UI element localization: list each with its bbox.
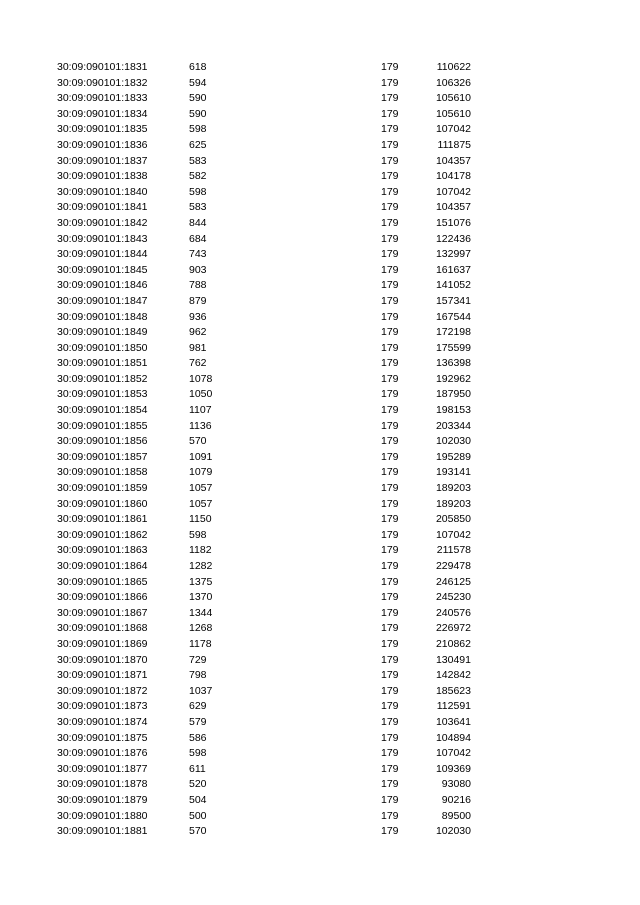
cadastral-number-cell: 30:09:090101:1869 bbox=[57, 637, 148, 650]
table-row bbox=[0, 154, 640, 170]
cadastral-number-cell: 30:09:090101:1849 bbox=[57, 326, 148, 339]
value-cell: 105610 bbox=[435, 107, 471, 120]
value-cell: 161637 bbox=[435, 263, 471, 276]
cadastral-number-cell: 30:09:090101:1867 bbox=[57, 606, 148, 619]
cadastral-number-cell: 30:09:090101:1848 bbox=[57, 310, 148, 323]
cadastral-number-cell: 30:09:090101:1871 bbox=[57, 669, 148, 682]
value-cell: 104357 bbox=[435, 201, 471, 214]
area-cell: 570 bbox=[189, 825, 207, 838]
value-cell: 107042 bbox=[435, 185, 471, 198]
area-cell: 1078 bbox=[189, 372, 213, 385]
cadastral-number-cell: 30:09:090101:1856 bbox=[57, 435, 148, 448]
cadastral-number-cell: 30:09:090101:1847 bbox=[57, 294, 148, 307]
code-cell: 179 bbox=[381, 762, 399, 775]
table-row bbox=[0, 169, 640, 185]
code-cell: 179 bbox=[381, 138, 399, 151]
code-cell: 179 bbox=[381, 731, 399, 744]
cadastral-number-cell: 30:09:090101:1862 bbox=[57, 528, 148, 541]
cadastral-number-cell: 30:09:090101:1875 bbox=[57, 731, 148, 744]
area-cell: 520 bbox=[189, 778, 207, 791]
cadastral-number-cell: 30:09:090101:1880 bbox=[57, 809, 148, 822]
cadastral-number-cell: 30:09:090101:1860 bbox=[57, 497, 148, 510]
value-cell: 132997 bbox=[435, 248, 471, 261]
value-cell: 90216 bbox=[441, 793, 471, 806]
table-row bbox=[0, 465, 640, 481]
area-cell: 1182 bbox=[189, 544, 212, 557]
table-row bbox=[0, 185, 640, 201]
value-cell: 105610 bbox=[435, 92, 471, 105]
table-row bbox=[0, 450, 640, 466]
value-cell: 136398 bbox=[435, 357, 471, 370]
area-cell: 504 bbox=[189, 793, 207, 806]
cadastral-number-cell: 30:09:090101:1881 bbox=[57, 825, 148, 838]
code-cell: 179 bbox=[381, 404, 399, 417]
code-cell: 179 bbox=[381, 591, 399, 604]
code-cell: 179 bbox=[381, 528, 399, 541]
value-cell: 226972 bbox=[435, 622, 471, 635]
table-row bbox=[0, 419, 640, 435]
area-cell: 1150 bbox=[189, 513, 212, 526]
area-cell: 981 bbox=[189, 341, 207, 354]
table-row bbox=[0, 232, 640, 248]
value-cell: 189203 bbox=[435, 482, 471, 495]
value-cell: 172198 bbox=[435, 326, 471, 339]
table-row bbox=[0, 559, 640, 575]
code-cell: 179 bbox=[381, 544, 399, 557]
code-cell: 179 bbox=[381, 248, 399, 261]
code-cell: 179 bbox=[381, 326, 399, 339]
table-row bbox=[0, 60, 640, 76]
value-cell: 104178 bbox=[435, 170, 471, 183]
area-cell: 1057 bbox=[189, 497, 213, 510]
cadastral-number-cell: 30:09:090101:1858 bbox=[57, 466, 148, 479]
value-cell: 229478 bbox=[435, 560, 471, 572]
cadastral-number-cell: 30:09:090101:1853 bbox=[57, 388, 148, 401]
cadastral-number-cell: 30:09:090101:1879 bbox=[57, 793, 148, 806]
value-cell: 157341 bbox=[435, 294, 471, 307]
value-cell: 109369 bbox=[435, 762, 471, 775]
cadastral-number-cell: 30:09:090101:1878 bbox=[57, 778, 148, 791]
code-cell: 179 bbox=[381, 669, 399, 682]
area-cell: 590 bbox=[189, 107, 207, 120]
value-cell: 195289 bbox=[435, 450, 471, 463]
cadastral-number-cell: 30:09:090101:1877 bbox=[57, 762, 148, 775]
value-cell: 167544 bbox=[435, 310, 471, 323]
area-cell: 570 bbox=[189, 435, 207, 448]
area-cell: 903 bbox=[189, 263, 207, 276]
code-cell: 179 bbox=[381, 279, 399, 292]
code-cell: 179 bbox=[381, 76, 399, 89]
code-cell: 179 bbox=[381, 435, 399, 448]
table-row bbox=[0, 762, 640, 778]
value-cell: 102030 bbox=[435, 825, 471, 838]
value-cell: 112591 bbox=[436, 700, 471, 713]
table-row bbox=[0, 793, 640, 809]
code-cell: 179 bbox=[381, 715, 399, 728]
table-row bbox=[0, 434, 640, 450]
table-row bbox=[0, 575, 640, 591]
value-cell: 107042 bbox=[435, 528, 471, 541]
area-cell: 586 bbox=[189, 731, 207, 744]
code-cell: 179 bbox=[381, 123, 399, 136]
table-row bbox=[0, 528, 640, 544]
value-cell: 151076 bbox=[435, 216, 471, 229]
cadastral-number-cell: 30:09:090101:1844 bbox=[57, 248, 148, 261]
cadastral-number-cell: 30:09:090101:1832 bbox=[57, 76, 148, 89]
cadastral-number-cell: 30:09:090101:1863 bbox=[57, 544, 148, 557]
value-cell: 187950 bbox=[435, 388, 471, 401]
code-cell: 179 bbox=[381, 294, 399, 307]
table-row bbox=[0, 403, 640, 419]
table-row bbox=[0, 684, 640, 700]
code-cell: 179 bbox=[381, 310, 399, 323]
area-cell: 598 bbox=[189, 528, 207, 541]
code-cell: 179 bbox=[381, 450, 399, 463]
cadastral-number-cell: 30:09:090101:1864 bbox=[57, 560, 148, 572]
table-row bbox=[0, 715, 640, 731]
table-row bbox=[0, 746, 640, 762]
table-row bbox=[0, 216, 640, 232]
area-cell: 583 bbox=[189, 201, 207, 214]
value-cell: 193141 bbox=[435, 466, 471, 479]
code-cell: 179 bbox=[381, 185, 399, 198]
value-cell: 198153 bbox=[435, 404, 471, 417]
table-row bbox=[0, 247, 640, 263]
code-cell: 179 bbox=[381, 357, 399, 370]
area-cell: 625 bbox=[189, 138, 207, 151]
area-cell: 598 bbox=[189, 185, 207, 198]
code-cell: 179 bbox=[381, 497, 399, 510]
area-cell: 1375 bbox=[189, 575, 213, 588]
table-row bbox=[0, 824, 640, 840]
area-cell: 594 bbox=[189, 76, 207, 89]
area-cell: 1079 bbox=[189, 466, 213, 479]
table-row bbox=[0, 606, 640, 622]
area-cell: 962 bbox=[189, 326, 207, 339]
cadastral-number-cell: 30:09:090101:1870 bbox=[57, 653, 148, 666]
table-row bbox=[0, 621, 640, 637]
cadastral-number-cell: 30:09:090101:1872 bbox=[57, 684, 148, 697]
value-cell: 93080 bbox=[441, 778, 471, 791]
table-row bbox=[0, 263, 640, 279]
code-cell: 179 bbox=[381, 575, 399, 588]
code-cell: 179 bbox=[381, 778, 399, 791]
area-cell: 1091 bbox=[189, 450, 213, 463]
cadastral-number-cell: 30:09:090101:1855 bbox=[57, 419, 148, 432]
table-row bbox=[0, 590, 640, 606]
code-cell: 179 bbox=[381, 263, 399, 276]
table-row bbox=[0, 278, 640, 294]
value-cell: 103641 bbox=[435, 715, 471, 728]
table-row bbox=[0, 543, 640, 559]
area-cell: 1370 bbox=[189, 591, 213, 604]
area-cell: 629 bbox=[189, 700, 207, 713]
code-cell: 179 bbox=[381, 388, 399, 401]
table-row bbox=[0, 637, 640, 653]
value-cell: 89500 bbox=[441, 809, 471, 822]
area-cell: 579 bbox=[189, 715, 207, 728]
area-cell: 590 bbox=[189, 92, 207, 105]
table-row bbox=[0, 294, 640, 310]
code-cell: 179 bbox=[381, 61, 399, 73]
value-cell: 240576 bbox=[435, 606, 471, 619]
code-cell: 179 bbox=[381, 622, 399, 635]
code-cell: 179 bbox=[381, 341, 399, 354]
code-cell: 179 bbox=[381, 637, 399, 650]
code-cell: 179 bbox=[381, 201, 399, 214]
table-row bbox=[0, 699, 640, 715]
area-cell: 743 bbox=[189, 248, 207, 261]
code-cell: 179 bbox=[381, 232, 399, 245]
area-cell: 1268 bbox=[189, 622, 213, 635]
value-cell: 185623 bbox=[435, 684, 471, 697]
area-cell: 611 bbox=[189, 762, 206, 775]
area-cell: 1282 bbox=[189, 560, 213, 572]
cadastral-number-cell: 30:09:090101:1836 bbox=[57, 138, 148, 151]
area-cell: 1107 bbox=[189, 404, 212, 417]
table-row bbox=[0, 481, 640, 497]
area-cell: 762 bbox=[189, 357, 207, 370]
area-cell: 798 bbox=[189, 669, 207, 682]
table-row bbox=[0, 310, 640, 326]
cadastral-number-cell: 30:09:090101:1831 bbox=[57, 61, 148, 73]
table-row bbox=[0, 653, 640, 669]
cadastral-number-cell: 30:09:090101:1834 bbox=[57, 107, 148, 120]
table-row bbox=[0, 512, 640, 528]
code-cell: 179 bbox=[381, 372, 399, 385]
area-cell: 598 bbox=[189, 123, 207, 136]
area-cell: 1037 bbox=[189, 684, 213, 697]
table-row bbox=[0, 497, 640, 513]
value-cell: 111875 bbox=[437, 138, 471, 151]
code-cell: 179 bbox=[381, 154, 399, 167]
cadastral-number-cell: 30:09:090101:1841 bbox=[57, 201, 148, 214]
cadastral-number-cell: 30:09:090101:1874 bbox=[57, 715, 148, 728]
cadastral-number-cell: 30:09:090101:1866 bbox=[57, 591, 148, 604]
table-row bbox=[0, 809, 640, 825]
cadastral-number-cell: 30:09:090101:1840 bbox=[57, 185, 148, 198]
area-cell: 583 bbox=[189, 154, 207, 167]
cadastral-number-cell: 30:09:090101:1851 bbox=[57, 357, 148, 370]
value-cell: 205850 bbox=[435, 513, 471, 526]
value-cell: 110622 bbox=[436, 61, 471, 73]
code-cell: 179 bbox=[381, 466, 399, 479]
code-cell: 179 bbox=[381, 653, 399, 666]
cadastral-number-cell: 30:09:090101:1837 bbox=[57, 154, 148, 167]
cadastral-number-cell: 30:09:090101:1845 bbox=[57, 263, 148, 276]
data-table bbox=[0, 60, 640, 840]
value-cell: 246125 bbox=[435, 575, 471, 588]
table-row bbox=[0, 356, 640, 372]
area-cell: 598 bbox=[189, 747, 207, 760]
value-cell: 130491 bbox=[435, 653, 471, 666]
cadastral-number-cell: 30:09:090101:1833 bbox=[57, 92, 148, 105]
cadastral-number-cell: 30:09:090101:1859 bbox=[57, 482, 148, 495]
value-cell: 175599 bbox=[435, 341, 471, 354]
cadastral-number-cell: 30:09:090101:1857 bbox=[57, 450, 148, 463]
table-row bbox=[0, 91, 640, 107]
value-cell: 245230 bbox=[435, 591, 471, 604]
area-cell: 729 bbox=[189, 653, 207, 666]
code-cell: 179 bbox=[381, 92, 399, 105]
area-cell: 1057 bbox=[189, 482, 213, 495]
area-cell: 582 bbox=[189, 170, 207, 183]
cadastral-number-cell: 30:09:090101:1835 bbox=[57, 123, 148, 136]
code-cell: 179 bbox=[381, 216, 399, 229]
code-cell: 179 bbox=[381, 747, 399, 760]
cadastral-number-cell: 30:09:090101:1868 bbox=[57, 622, 148, 635]
value-cell: 107042 bbox=[435, 747, 471, 760]
value-cell: 189203 bbox=[435, 497, 471, 510]
area-cell: 1178 bbox=[189, 637, 212, 650]
table-row bbox=[0, 200, 640, 216]
code-cell: 179 bbox=[381, 482, 399, 495]
area-cell: 879 bbox=[189, 294, 207, 307]
code-cell: 179 bbox=[381, 560, 399, 572]
area-cell: 1136 bbox=[189, 419, 212, 432]
value-cell: 102030 bbox=[435, 435, 471, 448]
table-row bbox=[0, 777, 640, 793]
cadastral-number-cell: 30:09:090101:1865 bbox=[57, 575, 148, 588]
area-cell: 618 bbox=[189, 61, 207, 73]
area-cell: 788 bbox=[189, 279, 207, 292]
cadastral-number-cell: 30:09:090101:1838 bbox=[57, 170, 148, 183]
code-cell: 179 bbox=[381, 793, 399, 806]
area-cell: 1344 bbox=[189, 606, 213, 619]
area-cell: 936 bbox=[189, 310, 207, 323]
area-cell: 684 bbox=[189, 232, 207, 245]
value-cell: 211578 bbox=[436, 544, 471, 557]
value-cell: 192962 bbox=[435, 372, 471, 385]
cadastral-number-cell: 30:09:090101:1861 bbox=[57, 513, 148, 526]
area-cell: 844 bbox=[189, 216, 207, 229]
table-row bbox=[0, 341, 640, 357]
cadastral-number-cell: 30:09:090101:1873 bbox=[57, 700, 148, 713]
code-cell: 179 bbox=[381, 809, 399, 822]
cadastral-number-cell: 30:09:090101:1843 bbox=[57, 232, 148, 245]
cadastral-number-cell: 30:09:090101:1852 bbox=[57, 372, 148, 385]
cadastral-number-cell: 30:09:090101:1876 bbox=[57, 747, 148, 760]
value-cell: 107042 bbox=[435, 123, 471, 136]
code-cell: 179 bbox=[381, 419, 399, 432]
table-row bbox=[0, 372, 640, 388]
table-row bbox=[0, 668, 640, 684]
cadastral-number-cell: 30:09:090101:1842 bbox=[57, 216, 148, 229]
cadastral-number-cell: 30:09:090101:1850 bbox=[57, 341, 148, 354]
value-cell: 203344 bbox=[435, 419, 471, 432]
value-cell: 104894 bbox=[435, 731, 471, 744]
code-cell: 179 bbox=[381, 684, 399, 697]
table-row bbox=[0, 122, 640, 138]
value-cell: 104357 bbox=[435, 154, 471, 167]
table-row bbox=[0, 387, 640, 403]
cadastral-number-cell: 30:09:090101:1846 bbox=[57, 279, 148, 292]
table-row bbox=[0, 325, 640, 341]
code-cell: 179 bbox=[381, 107, 399, 120]
table-row bbox=[0, 107, 640, 123]
table-row bbox=[0, 138, 640, 154]
code-cell: 179 bbox=[381, 700, 399, 713]
value-cell: 142842 bbox=[435, 669, 471, 682]
value-cell: 106326 bbox=[435, 76, 471, 89]
value-cell: 141052 bbox=[435, 279, 471, 292]
value-cell: 210862 bbox=[435, 637, 471, 650]
code-cell: 179 bbox=[381, 606, 399, 619]
table-row bbox=[0, 76, 640, 92]
area-cell: 1050 bbox=[189, 388, 213, 401]
code-cell: 179 bbox=[381, 513, 399, 526]
area-cell: 500 bbox=[189, 809, 207, 822]
table-row bbox=[0, 731, 640, 747]
code-cell: 179 bbox=[381, 825, 399, 838]
code-cell: 179 bbox=[381, 170, 399, 183]
value-cell: 122436 bbox=[435, 232, 471, 245]
cadastral-number-cell: 30:09:090101:1854 bbox=[57, 404, 148, 417]
